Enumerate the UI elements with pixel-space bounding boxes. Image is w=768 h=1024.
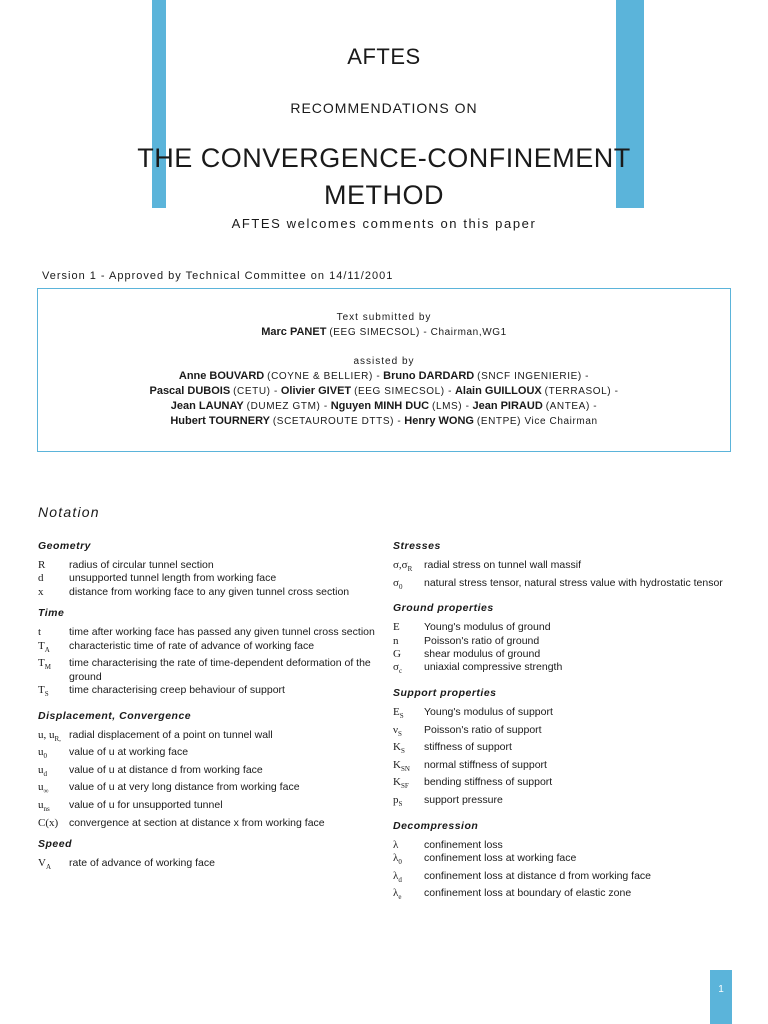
symbol-subscript: ns [43, 805, 50, 814]
notation-symbol [38, 746, 69, 764]
notation-section-title: Support properties [393, 687, 497, 699]
notation-definition: characteristic time of rate of advance of working face [69, 639, 315, 652]
notation-row [38, 559, 378, 572]
symbol-base: G [393, 648, 401, 660]
symbol-base: u [38, 763, 44, 776]
symbol-subscript: S [399, 712, 404, 721]
notation-definition: value of u at working face [69, 746, 189, 759]
contributors-line-4 [38, 414, 730, 429]
symbol-base: n [393, 634, 399, 647]
contributor-name: Jean LAUNAY [170, 400, 244, 412]
contributor-name: Jean PIRAUD [472, 400, 543, 412]
symbol-base: λ [393, 869, 399, 882]
symbol-subscript: e [398, 893, 402, 902]
notation-definition: time after working face has passed any given tunnel cross section [69, 626, 375, 639]
section-gap [393, 679, 733, 687]
notation-symbol [393, 724, 424, 742]
notation-row [393, 794, 733, 812]
notation-row [38, 640, 378, 658]
notation-row [393, 577, 733, 595]
notation-row [38, 857, 378, 875]
symbol-subscript: S [44, 690, 49, 699]
notation-symbol [393, 759, 424, 777]
notation-section-title: Geometry [38, 540, 92, 552]
symbol-subscript: d [43, 770, 47, 778]
author-name: Marc PANET [261, 326, 327, 338]
symbol-base: u [38, 799, 44, 811]
version-line: Version 1 - Approved by Technical Committee on 14/11/2001 [42, 270, 394, 282]
page-number: 1 [718, 984, 724, 995]
symbol-subscript: S [398, 800, 403, 809]
notation-definition: stiffness of support [424, 741, 512, 754]
notation-definition: normal stiffness of support [424, 758, 547, 771]
contributor-affiliation: (DUMEZ GTM) - [246, 401, 328, 412]
notation-definition: value of u at very long distance from working face [69, 781, 300, 794]
notation-definition: confinement loss [424, 838, 503, 851]
notation-definition: radial displacement of a point on tunnel wall [69, 728, 273, 741]
notation-symbol [38, 640, 69, 658]
symbol-subscript: c [398, 667, 403, 676]
symbol-base: u [38, 781, 44, 794]
notation-row [393, 621, 733, 634]
contributor-affiliation: (COYNE & BELLIER) - [267, 371, 381, 382]
symbol-subscript: A [44, 645, 50, 654]
notation-row [393, 648, 733, 661]
symbol-subscript: S [400, 747, 405, 756]
contributor-affiliation: (TERRASOL) - [544, 386, 619, 397]
notation-symbol [38, 857, 69, 875]
notation-section-title: Time [38, 607, 65, 620]
notation-definition: time characterising the rate of time-dependent deformation of the ground [69, 657, 371, 683]
notation-definition: radius of circular tunnel section [69, 559, 214, 571]
symbol-base: λ [393, 887, 399, 900]
contributor-name: Bruno DARDARD [383, 370, 475, 382]
contributor-affiliation: (ANTEA) - [545, 401, 598, 412]
notation-definition: rate of advance of working face [69, 857, 215, 869]
notation-symbol [38, 729, 69, 747]
symbol-base: K [393, 741, 401, 754]
notation-column-right [393, 540, 733, 905]
symbol-subscript: A [45, 863, 52, 872]
symbol-base: E [393, 706, 400, 718]
notation-symbol [393, 621, 424, 634]
notation-row [393, 661, 733, 679]
section-gap [38, 830, 378, 838]
section-gap [393, 594, 733, 602]
notation-symbol [393, 839, 424, 852]
symbol-base: λ [393, 851, 399, 864]
symbol-subscript: SN [400, 764, 410, 773]
notation-symbol [38, 764, 69, 782]
symbol-subscript: SF [400, 782, 409, 791]
notation-row [393, 887, 733, 905]
notation-definition: confinement loss at distance d from working face [424, 869, 652, 882]
notation-row [38, 764, 378, 782]
contributors-line-1 [38, 369, 730, 384]
notation-definition: shear modulus of ground [424, 648, 541, 660]
contributors-line-2 [38, 384, 730, 399]
symbol-base: E [393, 621, 400, 634]
notation-row [393, 706, 733, 724]
symbol-base: R [38, 559, 46, 571]
notation-definition: time characterising creep behaviour of support [69, 684, 285, 697]
notation-row [38, 684, 378, 702]
symbol-base: T [38, 639, 45, 652]
notation-row [38, 572, 378, 585]
section-gap [38, 702, 378, 710]
symbol-base: p [393, 793, 399, 806]
author-affiliation: (EEG SIMECSOL) - Chairman,WG1 [329, 327, 507, 338]
title-line-1: THE CONVERGENCE-CONFINEMENT [137, 143, 631, 173]
notation-definition: Poisson's ratio of support [424, 723, 542, 736]
notation-symbol [393, 661, 424, 679]
symbol-subscript: 0 [43, 752, 47, 761]
notation-row [38, 746, 378, 764]
page-number-tab [710, 970, 732, 1024]
notation-row [38, 781, 378, 799]
notation-symbol [393, 776, 424, 794]
contributor-name: Pascal DUBOIS [149, 385, 231, 397]
notation-symbol [393, 559, 424, 577]
notation-definition: Poisson's ratio of ground [424, 634, 540, 647]
symbol-base: u [38, 746, 44, 759]
notation-definition: value of u for unsupported tunnel [69, 799, 223, 811]
notation-symbol [38, 684, 69, 702]
document-subtitle: RECOMMENDATIONS ON [290, 100, 478, 116]
welcome-note: AFTES welcomes comments on this paper [231, 216, 537, 231]
organization-name: AFTES [347, 44, 421, 69]
notation-section-title: Decompression [393, 819, 479, 832]
notation-symbol [393, 635, 424, 648]
symbol-subscript: R [407, 565, 413, 574]
notation-symbol [393, 706, 424, 724]
notation-symbol [38, 626, 69, 639]
notation-row [393, 724, 733, 742]
notation-symbol [393, 887, 424, 905]
notation-section-title: Ground properties [393, 602, 494, 615]
author-line [38, 325, 730, 340]
notation-symbol [38, 657, 69, 684]
notation-definition: unsupported tunnel length from working face [69, 572, 277, 585]
notation-symbol [38, 559, 69, 572]
contributor-affiliation: (CETU) - [233, 386, 278, 397]
symbol-base: K [393, 758, 401, 771]
notation-symbol [393, 741, 424, 759]
symbol-base: u, u [38, 728, 55, 741]
symbol-subscript: R, [54, 734, 61, 743]
notation-heading: Notation [38, 504, 100, 520]
notation-row [393, 559, 733, 577]
notation-definition: convergence at section at distance x from working face [69, 816, 325, 829]
notation-definition: natural stress tensor, natural stress value with hydrostatic tensor [424, 576, 723, 589]
notation-definition: value of u at distance d from working face [69, 763, 263, 776]
symbol-base: ν [393, 723, 398, 736]
symbol-subscript: M [44, 663, 51, 672]
symbol-subscript: d [398, 875, 402, 884]
symbol-base: σ,σ [393, 559, 408, 571]
symbol-base: T [38, 657, 45, 670]
notation-definition: radial stress on tunnel wall massif [424, 559, 581, 571]
assisted-block [38, 354, 730, 429]
notation-column-left [38, 540, 378, 875]
notation-section-title: Displacement, Convergence [38, 709, 192, 722]
notation-row [393, 776, 733, 794]
notation-row [393, 839, 733, 852]
symbol-subscript: 0 [398, 858, 402, 867]
symbol-subscript: 0 [398, 582, 403, 591]
notation-definition: Young's modulus of ground [424, 621, 551, 634]
notation-row [393, 852, 733, 870]
assisted-by-label: assisted by [353, 356, 415, 367]
notation-row [393, 741, 733, 759]
notation-symbol [393, 577, 424, 595]
contributor-name: Alain GUILLOUX [454, 385, 542, 397]
notation-row [38, 626, 378, 639]
section-gap [38, 599, 378, 607]
symbol-base: K [393, 776, 401, 789]
notation-definition: confinement loss at boundary of elastic zone [424, 887, 632, 900]
notation-row [38, 657, 378, 684]
symbol-base: C(x) [38, 816, 59, 829]
notation-definition: support pressure [424, 793, 503, 806]
submitted-by-label: Text submitted by [336, 312, 432, 323]
notation-row [393, 635, 733, 648]
submitted-block [38, 310, 730, 340]
notation-symbol [393, 852, 424, 870]
symbol-base: σ [393, 661, 399, 674]
notation-definition: distance from working face to any given tunnel cross section [69, 585, 350, 598]
notation-definition: bending stiffness of support [424, 776, 553, 789]
symbol-subscript: S [397, 729, 402, 738]
symbol-base: x [38, 585, 44, 598]
contributor-name: Olivier GIVET [280, 385, 352, 397]
notation-definition: confinement loss at working face [424, 851, 577, 864]
symbol-base: T [38, 684, 45, 697]
notation-symbol [393, 648, 424, 661]
symbol-subscript: ∞ [43, 787, 49, 796]
credits-box [37, 288, 731, 452]
title-line-2: METHOD [324, 180, 444, 210]
contributor-affiliation: (EEG SIMECSOL) - [354, 386, 453, 397]
contributor-name: Anne BOUVARD [178, 370, 265, 382]
notation-definition: Young's modulus of support [424, 706, 553, 718]
contributor-name: Nguyen MINH DUC [330, 400, 430, 412]
contributor-name: Hubert TOURNERY [170, 415, 270, 427]
notation-row [393, 870, 733, 888]
contributor-affiliation: (SCETAUROUTE DTTS) - [272, 416, 402, 427]
notation-row [393, 759, 733, 777]
notation-row [38, 586, 378, 599]
contributors-line-3 [38, 399, 730, 414]
symbol-base: t [38, 626, 42, 639]
symbol-base: V [38, 857, 46, 869]
symbol-base: λ [393, 838, 399, 851]
notation-row [38, 729, 378, 747]
notation-row [38, 817, 378, 830]
notation-symbol [393, 870, 424, 888]
notation-symbol [38, 781, 69, 799]
symbol-base: d [38, 572, 44, 585]
symbol-base: σ [393, 576, 399, 589]
contributor-affiliation: (SNCF INGENIERIE) - [477, 371, 590, 382]
notation-section-title: Stresses [393, 540, 441, 552]
document-title [0, 140, 768, 214]
notation-row [38, 799, 378, 817]
contributor-name: Henry WONG [404, 415, 474, 427]
notation-symbol [38, 799, 69, 817]
notation-symbol [38, 817, 69, 830]
section-gap [393, 812, 733, 820]
contributor-affiliation: (ENTPE) Vice Chairman [476, 416, 598, 427]
notation-definition: uniaxial compressive strength [424, 661, 563, 674]
notation-symbol [38, 586, 69, 599]
contributor-affiliation: (LMS) - [432, 401, 470, 412]
notation-symbol [38, 572, 69, 585]
notation-section-title: Speed [38, 838, 73, 850]
notation-symbol [393, 794, 424, 812]
